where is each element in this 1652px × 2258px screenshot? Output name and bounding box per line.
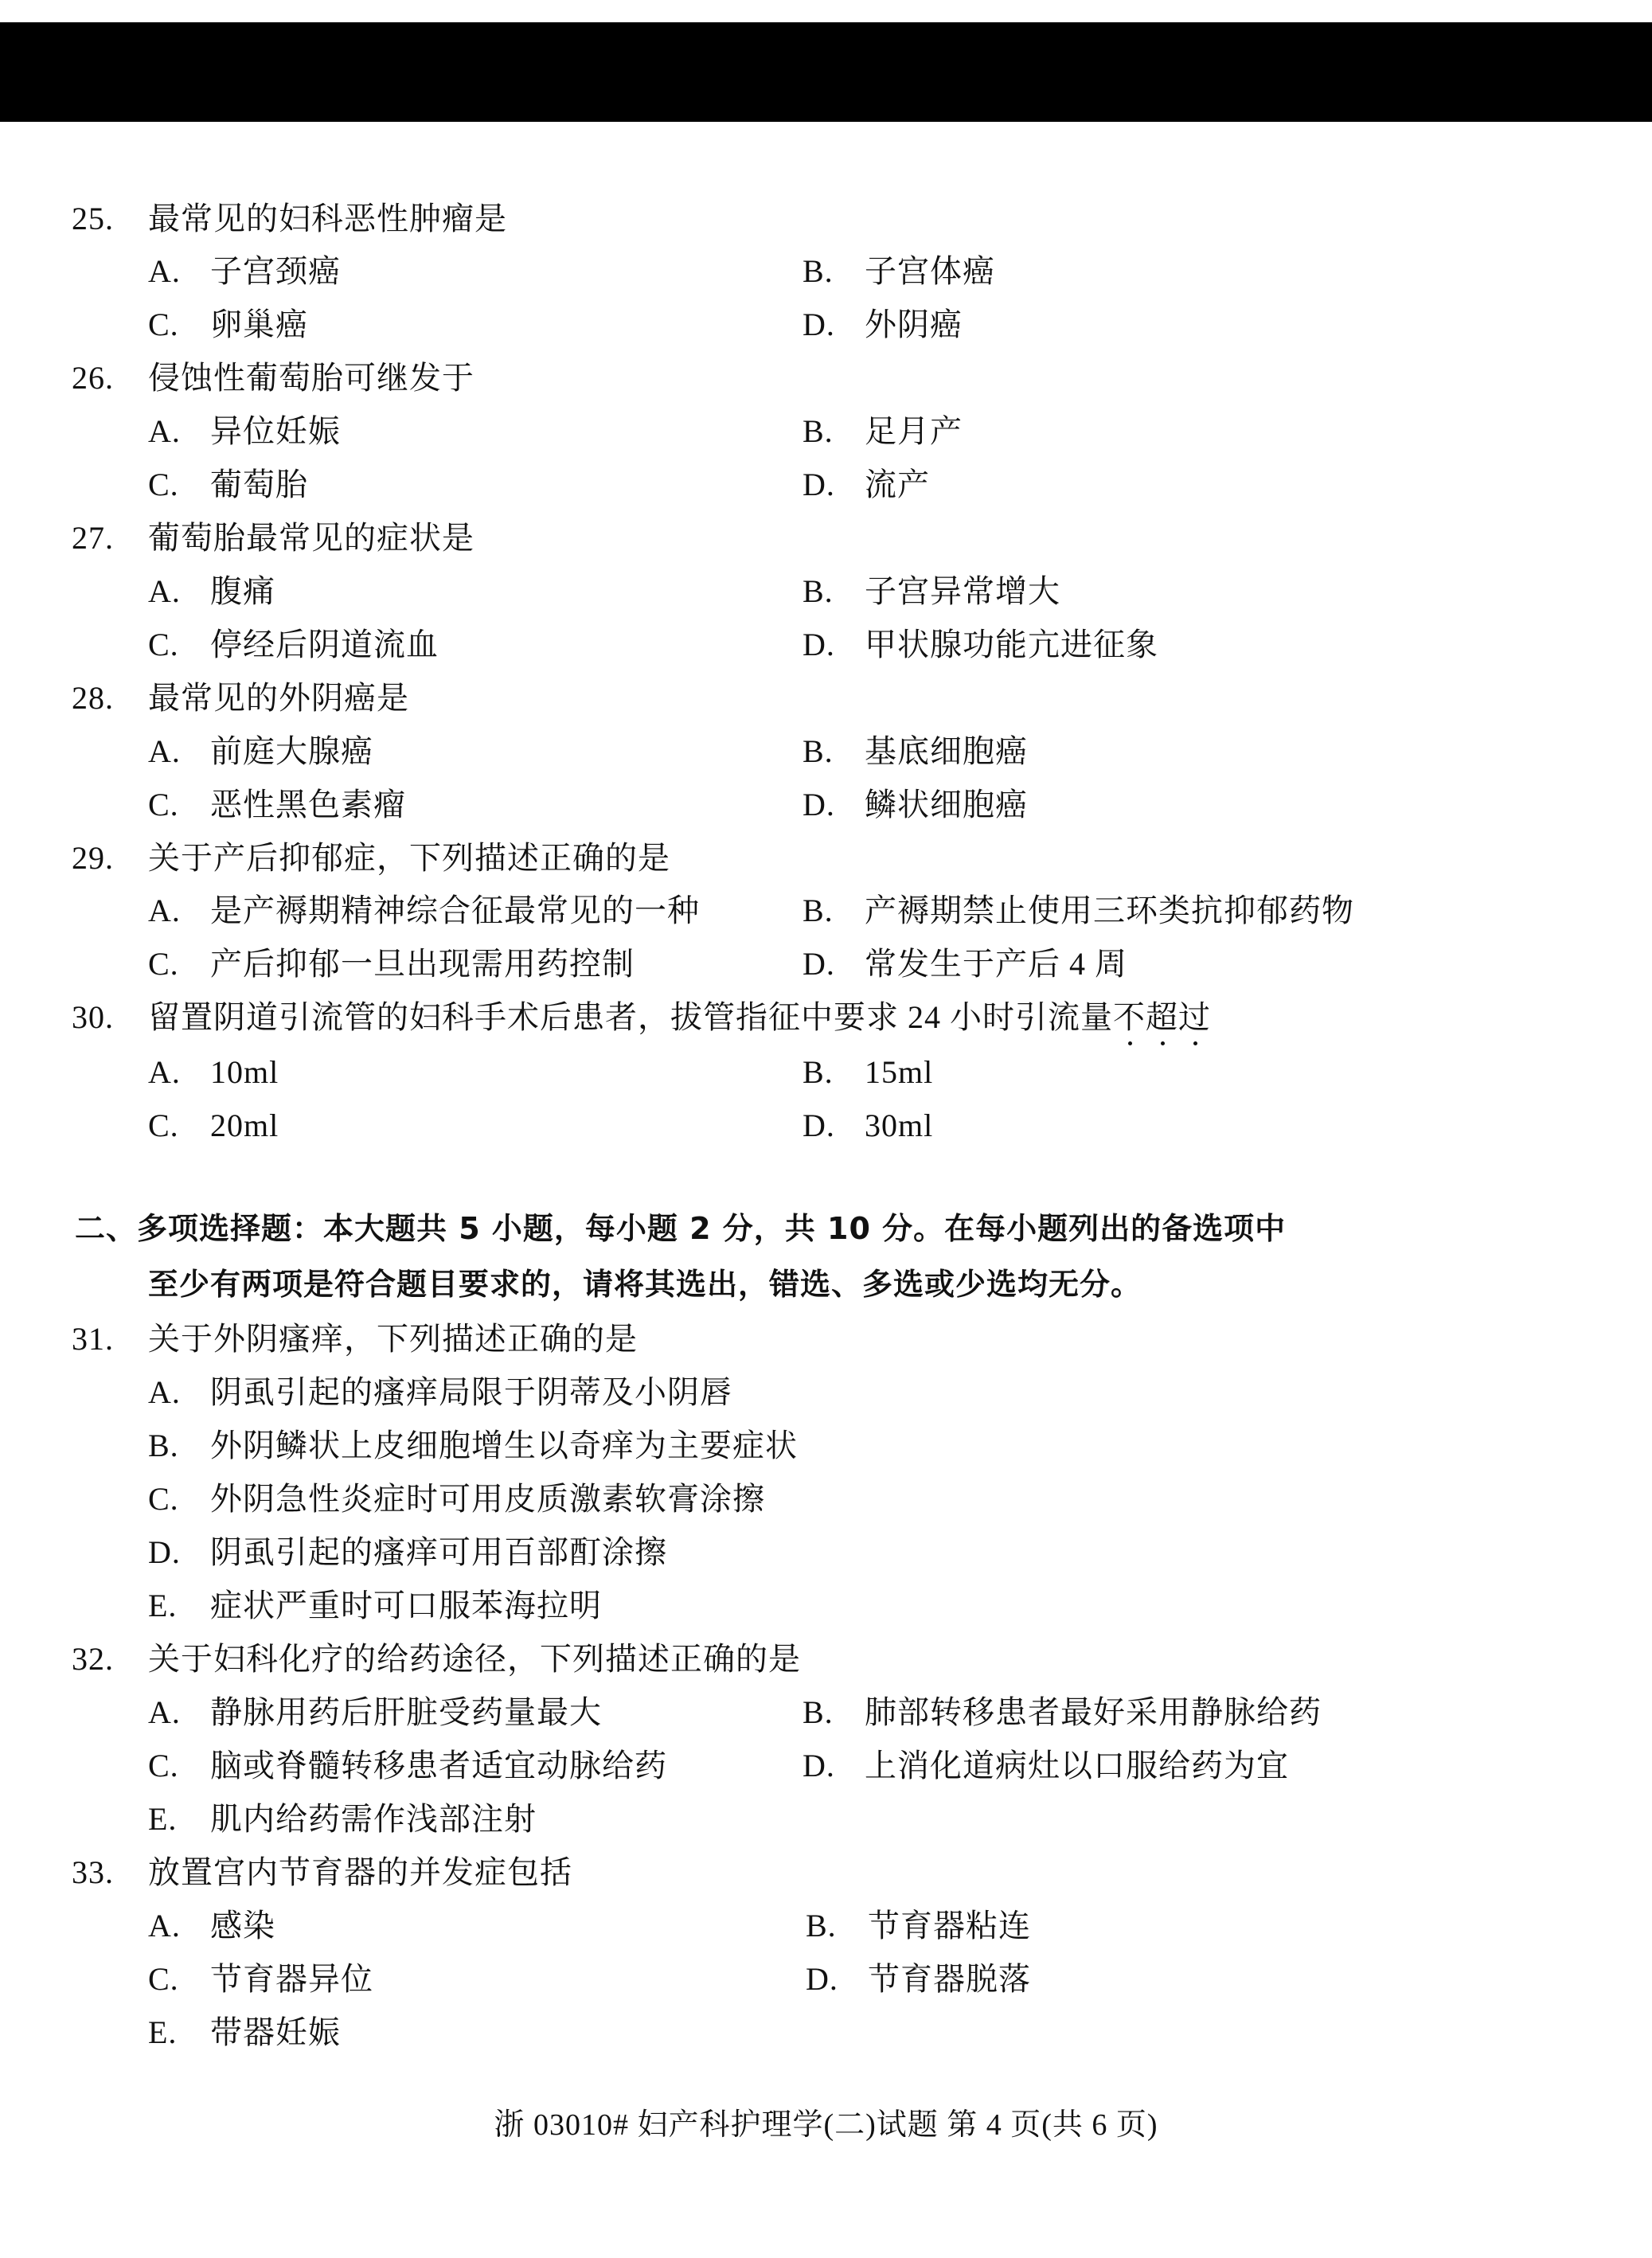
question-29-option-b: B. 产褥期禁止使用三环类抗抑郁药物 <box>803 893 1354 928</box>
question-text: 最常见的妇科恶性肿瘤是 <box>148 201 507 236</box>
question-28-stem: 28. 最常见的外阴癌是 <box>72 680 409 716</box>
question-26-option-b: B. 足月产 <box>803 413 963 449</box>
question-30-option-c: C. 20ml <box>148 1108 279 1143</box>
question-27-stem: 27. 葡萄胎最常见的症状是 <box>72 520 475 556</box>
section-2-instructions-line-2: 至少有两项是符合题目要求的，请将其选出，错选、多选或少选均无分。 <box>148 1267 1142 1302</box>
question-29-option-d: D. 常发生于产后 4 周 <box>803 946 1127 982</box>
question-28-option-d: D. 鳞状细胞癌 <box>803 787 1028 822</box>
question-25-stem <box>72 199 507 239</box>
question-33-stem: 33. 放置宫内节育器的并发症包括 <box>72 1854 572 1890</box>
question-28-option-a: A. 前庭大腺癌 <box>148 733 373 769</box>
question-32-option-c: C. 脑或脊髓转移患者适宜动脉给药 <box>148 1748 667 1783</box>
question-30-option-d: D. 30ml <box>803 1108 934 1143</box>
section-2-instructions-line-1: 二、多项选择题：本大题共 5 小题，每小题 2 分，共 10 分。在每小题列出的备选项中 <box>75 1211 1287 1246</box>
question-32-option-d: D. 上消化道病灶以口服给药为宜 <box>803 1748 1289 1783</box>
question-25-option-d: D. 外阴癌 <box>803 307 963 342</box>
question-31-option-e: E. 症状严重时可口服苯海拉明 <box>148 1588 602 1623</box>
question-30-option-b: B. 15ml <box>803 1054 934 1090</box>
question-31-option-d: D. 阴虱引起的瘙痒可用百部酊涂擦 <box>148 1534 667 1570</box>
question-29-option-c: C. 产后抑郁一旦出现需用药控制 <box>148 946 635 982</box>
question-25-option-b: B. 子宫体癌 <box>803 253 995 289</box>
question-26-option-c: C. 葡萄胎 <box>148 467 308 502</box>
question-29-stem: 29. 关于产后抑郁症，下列描述正确的是 <box>72 840 670 876</box>
question-31-option-c: C. 外阴急性炎症时可用皮质激素软膏涂擦 <box>148 1481 765 1517</box>
question-28-option-c: C. 恶性黑色素瘤 <box>148 787 406 822</box>
question-33-option-a: A. 感染 <box>148 1908 275 1944</box>
question-25-option-a: A. 子宫颈癌 <box>148 253 341 289</box>
question-31-option-b: B. 外阴鳞状上皮细胞增生以奇痒为主要症状 <box>148 1428 798 1463</box>
question-32-stem: 32. 关于妇科化疗的给药途径，下列描述正确的是 <box>72 1641 801 1677</box>
question-32-option-a: A. 静脉用药后肝脏受药量最大 <box>148 1694 602 1730</box>
question-33-option-b: B. 节育器粘连 <box>806 1908 1031 1944</box>
question-27-option-a: A. 腹痛 <box>148 573 275 609</box>
question-26-option-a: A. 异位妊娠 <box>148 413 341 449</box>
question-32-option-e: E. 肌内给药需作浅部注射 <box>148 1801 537 1837</box>
emphasis-not-exceed: 不超过 <box>1113 998 1211 1037</box>
question-33-option-d: D. 节育器脱落 <box>806 1961 1031 1997</box>
question-33-option-e: E. 带器妊娠 <box>148 2014 341 2050</box>
question-number: 25. <box>72 201 114 236</box>
question-31-stem: 31. 关于外阴瘙痒，下列描述正确的是 <box>72 1321 638 1357</box>
page-footer: 浙 03010# 妇产科护理学(二)试题 第 4 页(共 6 页) <box>494 2108 1158 2142</box>
question-26-option-d: D. 流产 <box>803 467 930 502</box>
question-29-option-a: A. 是产褥期精神综合征最常见的一种 <box>148 893 700 928</box>
question-27-option-d: D. 甲状腺功能亢进征象 <box>803 627 1158 662</box>
question-30-stem: 30. 留置阴道引流管的妇科手术后患者，拔管指征中要求 24 小时引流量不超过 <box>72 998 1211 1037</box>
question-32-option-b: B. 肺部转移患者最好采用静脉给药 <box>803 1694 1322 1730</box>
question-31-option-a: A. 阴虱引起的瘙痒局限于阴蒂及小阴唇 <box>148 1374 732 1410</box>
question-25-option-c: C. 卵巢癌 <box>148 307 308 342</box>
question-27-option-c: C. 停经后阴道流血 <box>148 627 439 662</box>
question-28-option-b: B. 基底细胞癌 <box>803 733 1028 769</box>
question-33-option-c: C. 节育器异位 <box>148 1961 373 1997</box>
question-27-option-b: B. 子宫异常增大 <box>803 573 1060 609</box>
question-26-stem: 26. 侵蚀性葡萄胎可继发于 <box>72 360 475 396</box>
question-30-option-a: A. 10ml <box>148 1054 279 1090</box>
